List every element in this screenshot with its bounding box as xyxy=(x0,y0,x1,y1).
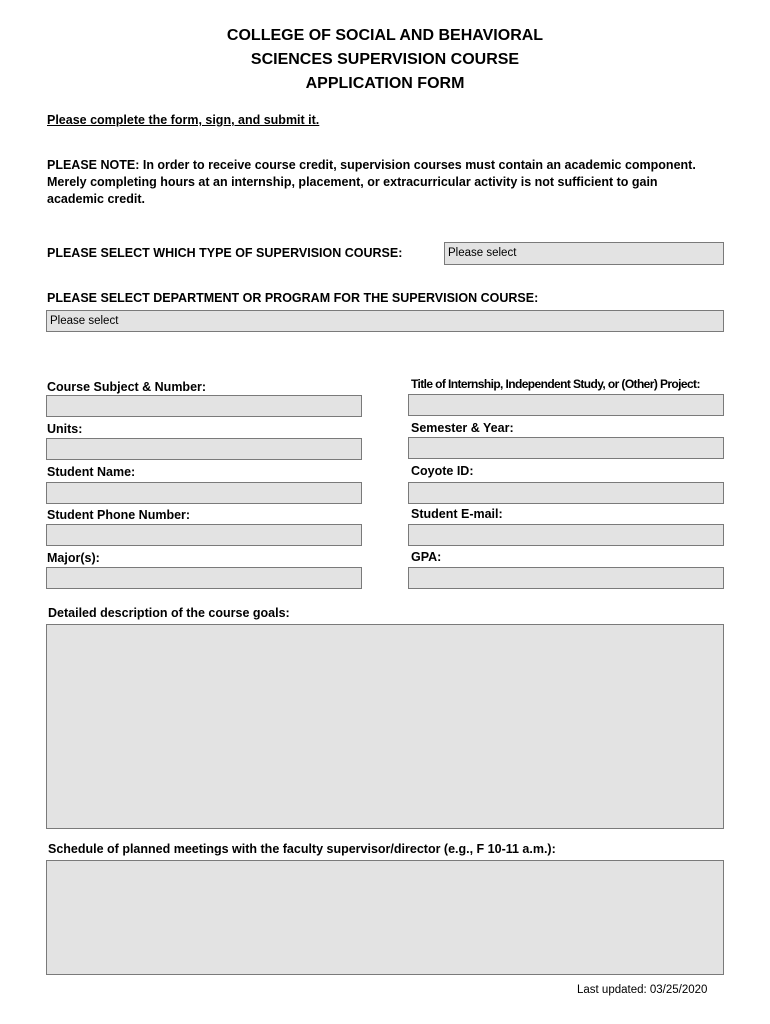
student-name-input[interactable] xyxy=(46,482,362,504)
units-label: Units: xyxy=(47,422,83,436)
course-subject-input[interactable] xyxy=(46,395,362,417)
student-phone-label: Student Phone Number: xyxy=(47,508,191,522)
majors-label: Major(s): xyxy=(47,551,100,565)
gpa-label: GPA: xyxy=(411,550,442,564)
instructions: Please complete the form, sign, and submit it. xyxy=(47,113,320,127)
schedule-label: Schedule of planned meetings with the faculty supervisor/director (e.g., F 10-11 a.m.): xyxy=(48,842,556,856)
gpa-input[interactable] xyxy=(408,567,724,589)
course-goals-textarea[interactable] xyxy=(46,624,724,829)
supervision-type-value: Please select xyxy=(448,247,517,259)
student-email-input[interactable] xyxy=(408,524,724,546)
project-title-label: Title of Internship, Independent Study, or (Other) Project: xyxy=(411,377,700,391)
student-phone-input[interactable] xyxy=(46,524,362,546)
last-updated: Last updated: 03/25/2020 xyxy=(577,984,708,996)
supervision-type-label: PLEASE SELECT WHICH TYPE OF SUPERVISION COURSE: xyxy=(47,246,403,260)
coyote-id-input[interactable] xyxy=(408,482,724,504)
course-subject-label: Course Subject & Number: xyxy=(47,380,207,394)
form-title xyxy=(0,24,770,96)
units-input[interactable] xyxy=(46,438,362,460)
title-line-2: SCIENCES SUPERVISION COURSE xyxy=(250,51,520,68)
coyote-id-label: Coyote ID: xyxy=(411,464,474,478)
student-name-label: Student Name: xyxy=(47,465,136,479)
supervision-type-select[interactable] xyxy=(444,242,724,265)
project-title-input[interactable] xyxy=(408,394,724,416)
title-line-1: COLLEGE OF SOCIAL AND BEHAVIORAL xyxy=(226,27,544,44)
academic-note: PLEASE NOTE: In order to receive course credit, supervision courses must contain an academic component. Merely completing hours at an internship, placement, or extracurricular activity is not sufficient to gain academic credit. xyxy=(47,158,696,206)
department-label: PLEASE SELECT DEPARTMENT OR PROGRAM FOR THE SUPERVISION COURSE: xyxy=(47,291,539,305)
majors-input[interactable] xyxy=(46,567,362,589)
student-email-label: Student E-mail: xyxy=(411,507,503,521)
department-select[interactable] xyxy=(46,310,724,332)
department-value: Please select xyxy=(50,315,119,327)
semester-year-input[interactable] xyxy=(408,437,724,459)
semester-year-label: Semester & Year: xyxy=(411,421,514,435)
schedule-textarea[interactable] xyxy=(46,860,724,975)
title-line-3: APPLICATION FORM xyxy=(305,75,465,92)
course-goals-label: Detailed description of the course goals: xyxy=(48,606,290,620)
